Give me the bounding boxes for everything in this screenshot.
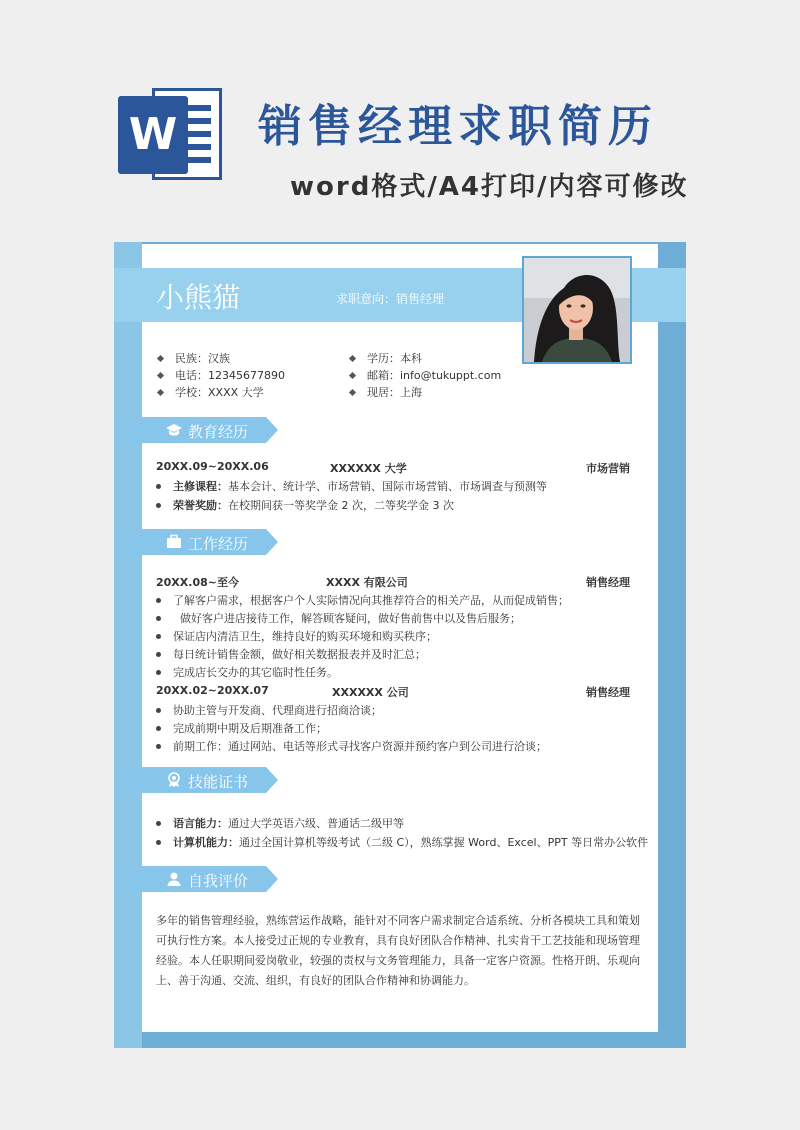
word-app-icon: [118, 82, 226, 186]
job-2-duty-2: 完成前期中期及后期准备工作；: [156, 720, 327, 736]
job-1-duty-2: 做好客户进店接待工作，解答顾客疑问，做好售前售中以及售后服务；: [156, 610, 521, 626]
section-title-education: 教育经历: [188, 423, 249, 441]
section-title-work: 工作经历: [188, 535, 249, 553]
user-icon: [166, 871, 182, 887]
word-badge: W: [118, 96, 188, 174]
graduation-cap-icon: [166, 422, 182, 438]
education-courses: 主修课程：基本会计、统计学、市场营销、国际市场营销、市场调查与预测等: [156, 478, 547, 494]
education-awards: 荣誉奖励：在校期间获一等奖学金 2 次，二等奖学金 3 次: [156, 497, 454, 513]
section-header-education: [122, 417, 278, 443]
job-1-duty-1: 了解客户需求，根据客户个人实际情况向其推荐符合的相关产品，从而促成销售；: [156, 592, 569, 608]
job-1-duty-3: 保证店内清洁卫生，维持良好的购买环境和购买秩序；: [156, 628, 437, 644]
job-2-company: XXXXXX 公司: [332, 686, 409, 699]
section-header-work: [122, 529, 278, 555]
section-header-skills: [122, 767, 278, 793]
section-header-self: [122, 866, 278, 892]
briefcase-icon: [166, 534, 182, 550]
award-icon: [166, 772, 182, 788]
info-location: 现居：上海: [350, 384, 422, 400]
education-major: 市场营销: [586, 462, 630, 475]
job-1-duty-4: 每日统计销售金额，做好相关数据报表并及时汇总；: [156, 646, 426, 662]
candidate-name: 小熊猫: [156, 281, 241, 314]
section-title-skills: 技能证书: [188, 773, 249, 791]
self-evaluation-text: 多年的销售管理经验，熟练营运作战略，能针对不同客户需求制定合适系统、分析各模块工具和策划可执行性方案。本人接受过正规的专业教育，具有良好团队合作精神、扎实肯干工艺技能和现场管理经验。本人任职期间爱岗敬业，较强的责权与文务管理能力，具备一定客户资源。性格开朗、乐观向上、善于沟通、交流、组织，有良好的团队合作精神和协调能力。: [156, 914, 640, 987]
job-1-period: 20XX.08~至今: [156, 576, 239, 589]
info-degree: 学历：本科: [350, 350, 422, 366]
profile-photo: [522, 256, 632, 364]
skill-language: 语言能力：通过大学英语六级、普通话二级甲等: [156, 815, 404, 831]
job-2-duty-1: 协助主管与开发商、代理商进行招商洽谈；: [156, 702, 382, 718]
info-email: 邮箱：info@tukuppt.com: [350, 367, 501, 383]
job-2-period: 20XX.02~20XX.07: [156, 684, 269, 697]
job-2-duty-3: 前期工作：通过网站、电话等形式寻找客户资源并预约客户到公司进行洽谈；: [156, 738, 547, 754]
job-2-role: 销售经理: [586, 686, 630, 699]
info-school: 学校：XXXX 大学: [158, 384, 264, 400]
page-title: 销售经理求职简历: [258, 101, 658, 152]
job-1-role: 销售经理: [586, 576, 630, 589]
education-row: 20XX.09~20XX.06: [156, 460, 269, 473]
section-title-self: 自我评价: [188, 872, 249, 890]
job-1-duty-5: 完成店长交办的其它临时性任务。: [156, 664, 338, 680]
info-phone: 电话：12345677890: [158, 367, 285, 383]
info-ethnicity: 民族：汉族: [158, 350, 230, 366]
education-school: XXXXXX 大学: [330, 462, 407, 475]
job-intent: 求职意向：销售经理: [336, 292, 445, 306]
job-1-company: XXXX 有限公司: [326, 576, 408, 589]
page-subtitle: word格式/A4打印/内容可修改: [290, 172, 689, 202]
skill-computer: 计算机能力：通过全国计算机等级考试（二级 C），熟练掌握 Word、Excel、PPT 等日常办公软件: [156, 834, 648, 850]
